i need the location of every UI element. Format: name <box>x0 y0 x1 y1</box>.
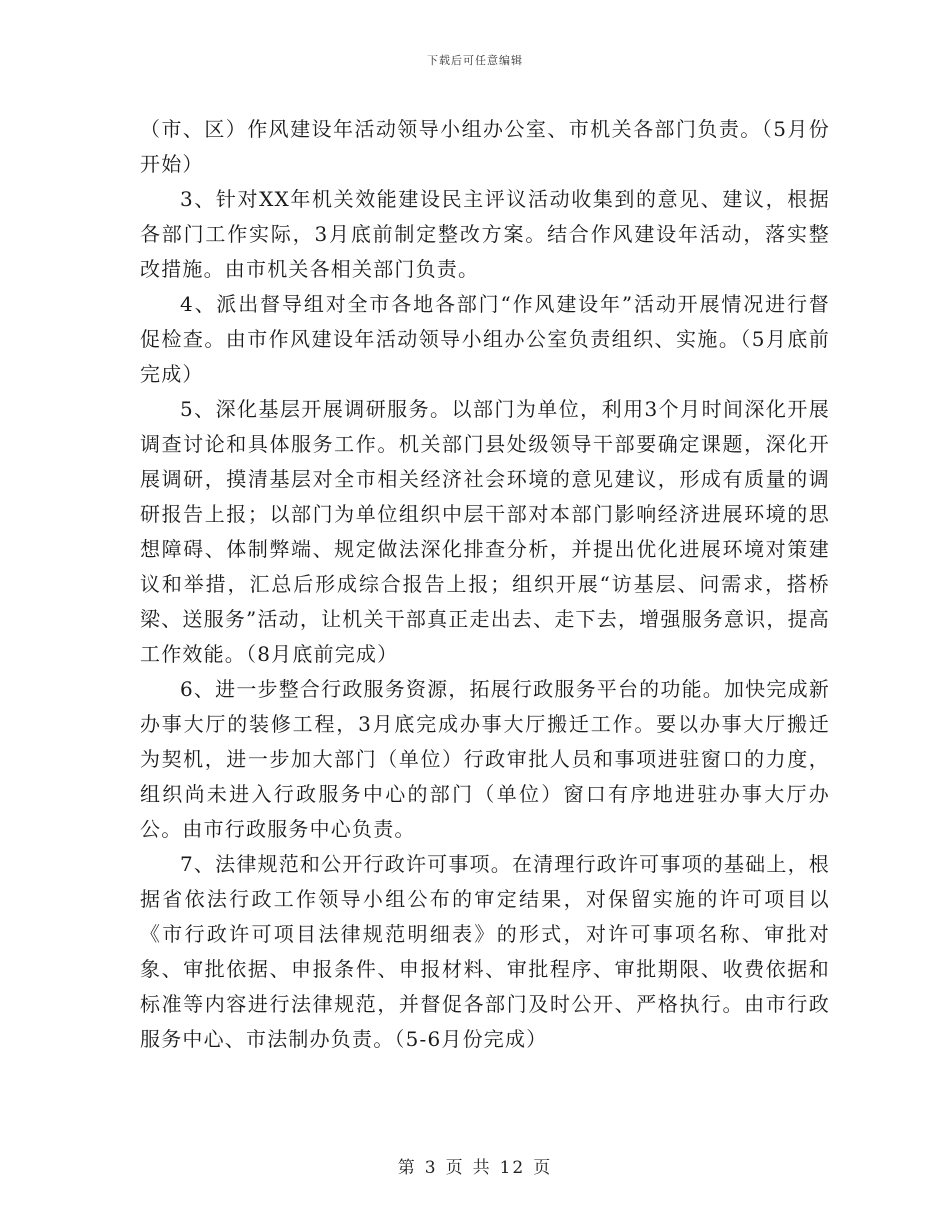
paragraph-item-7: 7、法律规范和公开行政许可事项。在清理行政许可事项的基础上，根据省依法行政工作领导小组公布的审定结果，对保留实施的许可项目以《市行政许可项目法律规范明细表》的形式，对许可事项名称、审批对象、审批依据、申报条件、申报材料、审批程序、审批期限、收费依据和标准等内容进行法律规范，并督促各部门及时公开、严格执行。由市行政服务中心、市法制办负责。（5-6月份完成） <box>140 852 830 1051</box>
footer-total-word: 共 <box>472 1158 492 1178</box>
paragraph-item-4: 4、派出督导组对全市各地各部门“作风建设年”活动开展情况进行督促检查。由市作风建设年活动领导小组办公室负责组织、实施。（5月底前完成） <box>140 292 830 386</box>
footer-page-word: 页 <box>445 1158 465 1178</box>
paragraph-item-3: 3、针对XX年机关效能建设民主评议活动收集到的意见、建议，根据各部门工作实际，3月底前制定整改方案。结合作风建设年活动，落实整改措施。由市机关各相关部门负责。 <box>140 187 830 281</box>
footer-current-page: 3 <box>424 1158 438 1178</box>
page-header-note: 下载后可任意编辑 <box>427 54 523 67</box>
footer-total-pages: 12 <box>499 1158 526 1178</box>
paragraph-item-5: 5、深化基层开展调研服务。以部门为单位，利用3个月时间深化开展调查讨论和具体服务工作。机关部门县处级领导干部要确定课题，深化开展调研，摸清基层对全市相关经济社会环境的意见建议，形成有质量的调研报告上报；以部门为单位组织中层干部对本部门影响经济进展环境的思想障碍、体制弊端、规定做法深化排查分析，并提出优化进展环境对策建议和举措，汇总后形成综合报告上报；组织开展“访基层、问需求，搭桥梁、送服务”活动，让机关干部真正走出去、走下去，增强服务意识，提高工作效能。（8月底前完成） <box>140 397 830 666</box>
page-number-footer <box>0 1153 950 1178</box>
paragraph-item-6: 6、进一步整合行政服务资源，拓展行政服务平台的功能。加快完成新办事大厅的装修工程，3月底完成办事大厅搬迁工作。要以办事大厅搬迁为契机，进一步加大部门（单位）行政审批人员和事项进驻窗口的力度，组织尚未进入行政服务中心的部门（单位）窗口有序地进驻办事大厅办公。由市行政服务中心负责。 <box>140 677 830 841</box>
paragraph-continuation: （市、区）作风建设年活动领导小组办公室、市机关各部门负责。（5月份开始） <box>140 117 830 176</box>
footer-suffix: 页 <box>533 1158 553 1178</box>
footer-prefix: 第 <box>397 1158 417 1178</box>
document-body <box>140 112 830 1057</box>
